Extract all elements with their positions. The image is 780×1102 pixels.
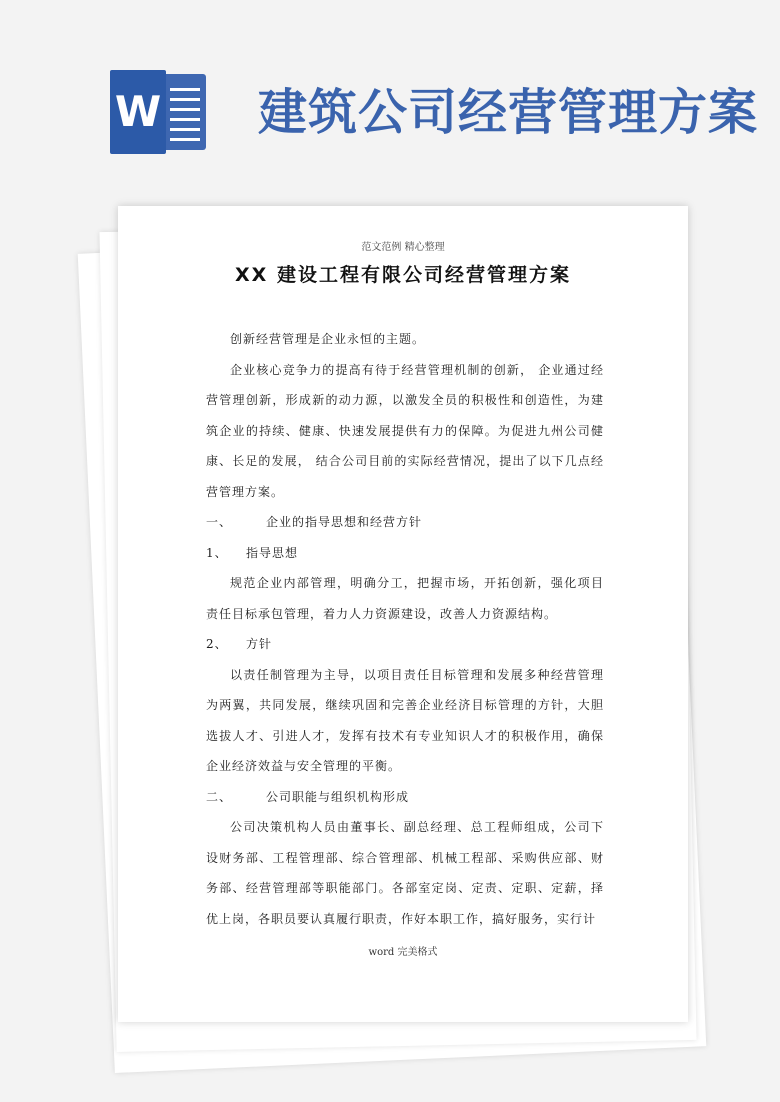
page-footer: word 完美格式 — [368, 947, 438, 958]
page-header: 范文范例 精心整理 — [361, 242, 445, 253]
body-paragraph: 以责任制管理为主导，以项目责任目标管理和发展多种经营管理为两翼，共同发展，继续巩固和完善企业经济目标管理的方针，大胆选拔人才、引进人才，发挥有技术有专业知识人才的积极作用，确保企业经济效益与安全管理的平衡。 — [206, 667, 604, 773]
heading-text: 方针 — [246, 637, 273, 651]
section-heading — [206, 507, 604, 538]
document-body — [206, 324, 604, 934]
document-page — [118, 206, 688, 1022]
body-paragraph: 规范企业内部管理，明确分工，把握市场，开拓创新，强化项目责任目标承包管理，着力人力资源建设，改善人力资源结构。 — [206, 576, 604, 621]
heading-number: 二、 — [206, 789, 233, 804]
heading-number: 一、 — [206, 515, 233, 529]
banner — [0, 0, 780, 200]
body-paragraph: 企业核心竞争力的提高有待于经营管理机制的创新， 企业通过经营管理创新，形成新的动力源，以激发全员的积极性和创造性，为建筑企业的持续、健康、快速发展提供有力的保障。为促进九州公司健康、长足的发展， 结合公司目前的实际经营情况，提出了以下几点经营管理方案。 — [206, 362, 604, 499]
document-title: XX 建设工程有限公司经营管理方案 — [235, 264, 571, 286]
heading-text: 企业的指导思想和经营方针 — [266, 515, 423, 529]
section-heading — [206, 782, 604, 813]
banner-title: 建筑公司经营管理方案 — [258, 84, 759, 141]
section-heading — [206, 538, 604, 569]
heading-number: 2、 — [206, 637, 228, 651]
heading-number: 1、 — [206, 545, 228, 560]
word-document-icon — [110, 70, 208, 154]
heading-text: 公司职能与组织机构形成 — [266, 789, 410, 804]
heading-text: 指导思想 — [246, 545, 299, 560]
section-heading — [206, 629, 604, 660]
body-paragraph: 创新经营管理是企业永恒的主题。 — [230, 332, 426, 346]
word-icon-letter: W — [110, 70, 166, 154]
body-paragraph: 公司决策机构人员由董事长、副总经理、总工程师组成，公司下设财务部、工程管理部、综合管理部、机械工程部、采购供应部、财务部、经营管理部等职能部门。各部室定岗、定责、定职、定薪，择优上岗，各职员要认真履行职责，作好本职工作，搞好服务，实行计 — [206, 820, 604, 926]
